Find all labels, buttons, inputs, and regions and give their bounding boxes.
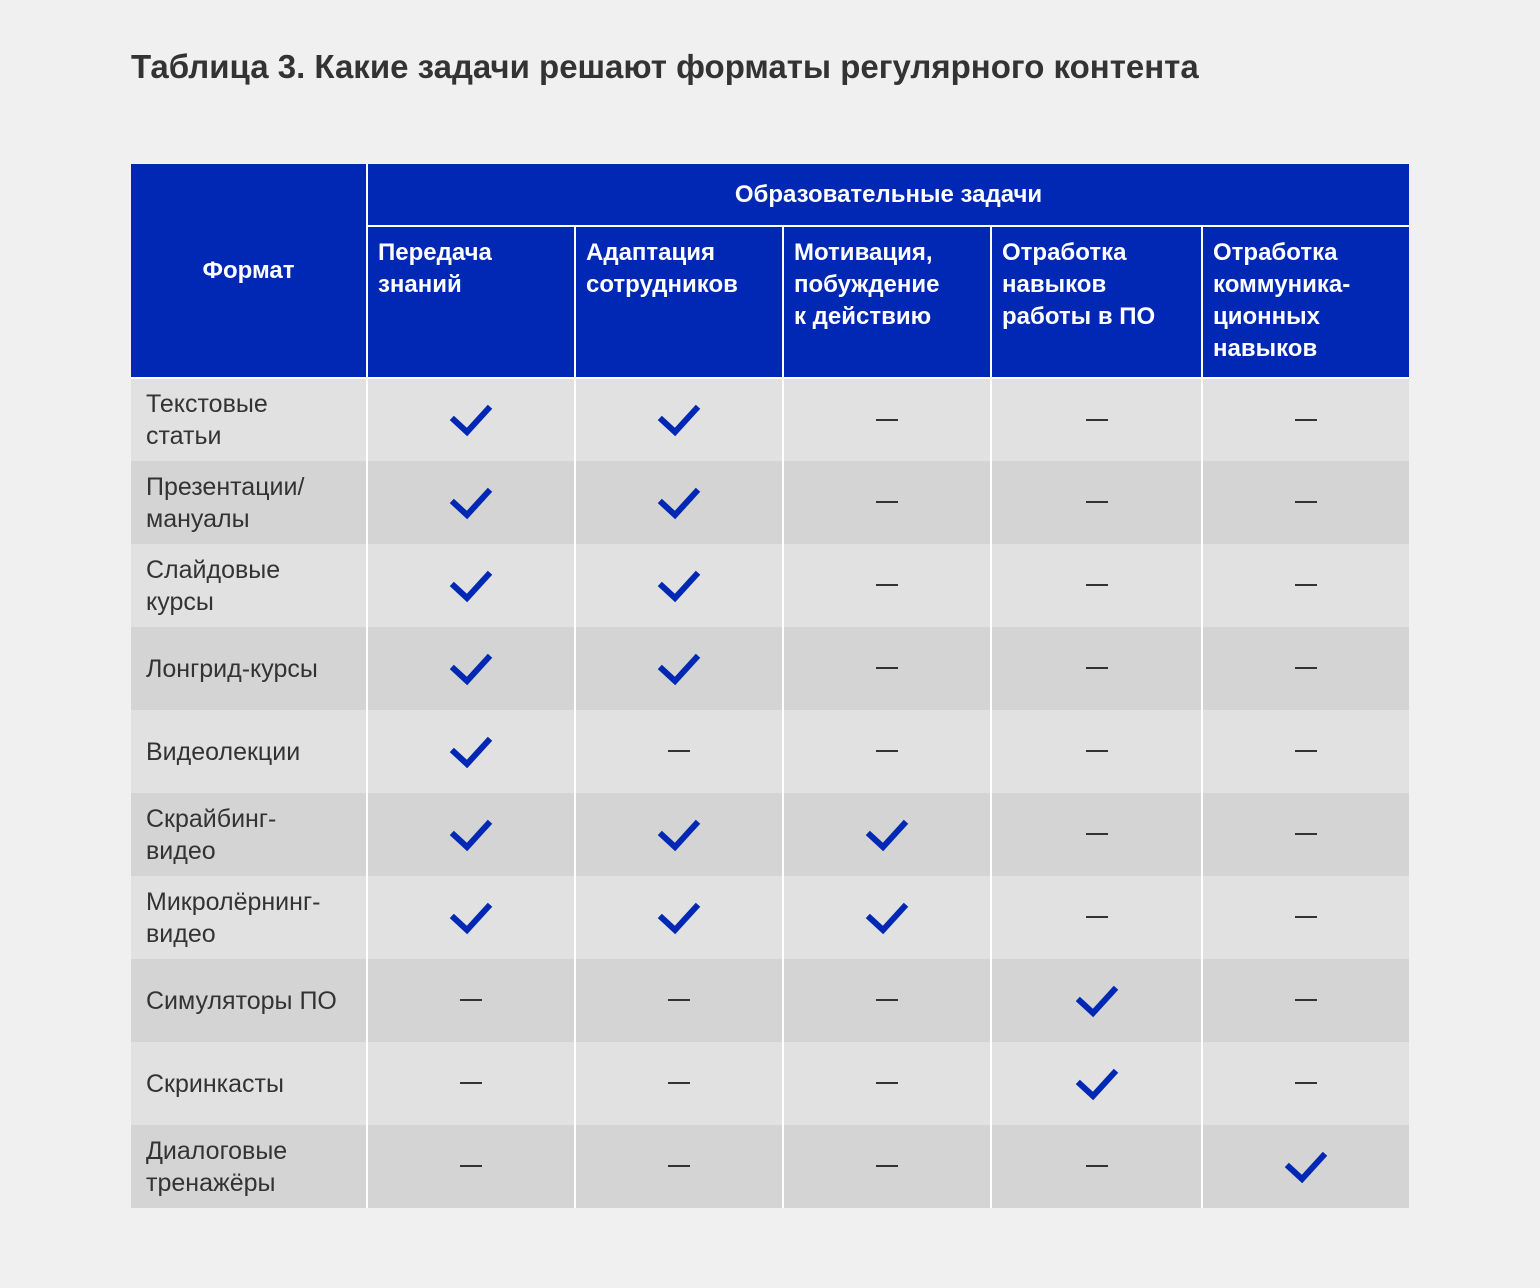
task-cell (991, 876, 1202, 959)
checkmark-icon (865, 817, 909, 853)
task-cell (575, 959, 783, 1042)
dash-icon (1295, 916, 1317, 918)
task-cell (367, 378, 575, 461)
task-cell (1202, 627, 1409, 710)
checkmark-icon (449, 568, 493, 604)
dash-icon (1295, 833, 1317, 835)
format-cell: Симуляторы ПО (131, 959, 367, 1042)
task-cell (575, 876, 783, 959)
checkmark-icon (449, 402, 493, 438)
checkmark-icon (1075, 983, 1119, 1019)
format-cell: Скрайбинг- видео (131, 793, 367, 876)
dash-icon (1086, 750, 1108, 752)
table-row (131, 544, 1409, 627)
format-cell: Презентации/ мануалы (131, 461, 367, 544)
column-header-knowledge-transfer: Передача знаний (367, 226, 575, 378)
task-cell (783, 461, 991, 544)
task-cell (575, 461, 783, 544)
checkmark-icon (449, 817, 493, 853)
task-cell (783, 378, 991, 461)
table-row (131, 710, 1409, 793)
task-cell (367, 793, 575, 876)
task-cell (575, 1042, 783, 1125)
task-cell (991, 959, 1202, 1042)
task-cell (367, 544, 575, 627)
task-cell (1202, 793, 1409, 876)
dash-icon (1086, 667, 1108, 669)
task-cell (783, 627, 991, 710)
task-cell (575, 378, 783, 461)
dash-icon (876, 1165, 898, 1167)
table-row (131, 627, 1409, 710)
dash-icon (1295, 584, 1317, 586)
dash-icon (1086, 501, 1108, 503)
task-cell (575, 544, 783, 627)
header-row-top (131, 164, 1409, 226)
format-cell: Скринкасты (131, 1042, 367, 1125)
checkmark-icon (657, 402, 701, 438)
task-cell (991, 544, 1202, 627)
format-cell: Текстовые статьи (131, 378, 367, 461)
task-cell (575, 627, 783, 710)
task-cell (367, 1042, 575, 1125)
task-cell (575, 710, 783, 793)
format-cell: Видеолекции (131, 710, 367, 793)
format-cell: Лонгрид-курсы (131, 627, 367, 710)
dash-icon (668, 1165, 690, 1167)
table-row (131, 378, 1409, 461)
task-cell (783, 876, 991, 959)
table-row (131, 876, 1409, 959)
checkmark-icon (657, 651, 701, 687)
dash-icon (1086, 419, 1108, 421)
task-cell (783, 710, 991, 793)
dash-icon (668, 1082, 690, 1084)
dash-icon (460, 999, 482, 1001)
checkmark-icon (449, 651, 493, 687)
dash-icon (668, 999, 690, 1001)
dash-icon (1086, 1165, 1108, 1167)
checkmark-icon (865, 900, 909, 936)
dash-icon (1086, 833, 1108, 835)
task-cell (1202, 710, 1409, 793)
dash-icon (876, 750, 898, 752)
tasks-group-header: Образовательные задачи (367, 164, 1409, 226)
table-row (131, 793, 1409, 876)
dash-icon (1295, 501, 1317, 503)
checkmark-icon (657, 485, 701, 521)
task-cell (367, 627, 575, 710)
dash-icon (1295, 750, 1317, 752)
dash-icon (876, 584, 898, 586)
table-row (131, 959, 1409, 1042)
table-body (131, 378, 1409, 1208)
task-cell (1202, 876, 1409, 959)
task-cell (1202, 1042, 1409, 1125)
checkmark-icon (657, 817, 701, 853)
dash-icon (1295, 1082, 1317, 1084)
task-cell (367, 461, 575, 544)
table-row (131, 461, 1409, 544)
dash-icon (876, 999, 898, 1001)
dash-icon (1295, 999, 1317, 1001)
task-cell (575, 793, 783, 876)
format-cell: Слайдовые курсы (131, 544, 367, 627)
dash-icon (460, 1082, 482, 1084)
dash-icon (1295, 419, 1317, 421)
dash-icon (876, 501, 898, 503)
checkmark-icon (1284, 1149, 1328, 1185)
task-cell (1202, 959, 1409, 1042)
task-cell (991, 793, 1202, 876)
task-cell (367, 710, 575, 793)
checkmark-icon (1075, 1066, 1119, 1102)
checkmark-icon (449, 485, 493, 521)
checkmark-icon (449, 900, 493, 936)
table-row (131, 1125, 1409, 1208)
task-cell (991, 710, 1202, 793)
task-cell (991, 1125, 1202, 1208)
format-cell: Микролёрнинг- видео (131, 876, 367, 959)
column-header-employee-adaptation: Адаптация сотрудников (575, 226, 783, 378)
dash-icon (876, 667, 898, 669)
table-row (131, 1042, 1409, 1125)
dash-icon (876, 419, 898, 421)
task-cell (367, 1125, 575, 1208)
task-cell (1202, 461, 1409, 544)
task-cell (367, 959, 575, 1042)
task-cell (783, 544, 991, 627)
checkmark-icon (657, 900, 701, 936)
task-cell (783, 1042, 991, 1125)
task-cell (991, 378, 1202, 461)
checkmark-icon (449, 734, 493, 770)
task-cell (1202, 1125, 1409, 1208)
page-title: Таблица 3. Какие задачи решают форматы регулярного контента (131, 48, 1199, 85)
task-cell (991, 1042, 1202, 1125)
task-cell (783, 793, 991, 876)
checkmark-icon (657, 568, 701, 604)
task-cell (783, 959, 991, 1042)
column-header-software-skills: Отработка навыков работы в ПО (991, 226, 1202, 378)
task-cell (1202, 544, 1409, 627)
dash-icon (1086, 584, 1108, 586)
column-header-motivation: Мотивация, побуждение к действию (783, 226, 991, 378)
task-cell (991, 627, 1202, 710)
task-cell (991, 461, 1202, 544)
format-column-header: Формат (131, 164, 367, 378)
format-cell: Диалоговые тренажёры (131, 1125, 367, 1208)
dash-icon (460, 1165, 482, 1167)
dash-icon (1295, 667, 1317, 669)
dash-icon (876, 1082, 898, 1084)
column-header-communication-skills: Отработка коммуника- ционных навыков (1202, 226, 1409, 378)
task-cell (783, 1125, 991, 1208)
dash-icon (1086, 916, 1108, 918)
content-formats-table (131, 164, 1409, 1208)
task-cell (367, 876, 575, 959)
dash-icon (668, 750, 690, 752)
task-cell (1202, 378, 1409, 461)
task-cell (575, 1125, 783, 1208)
